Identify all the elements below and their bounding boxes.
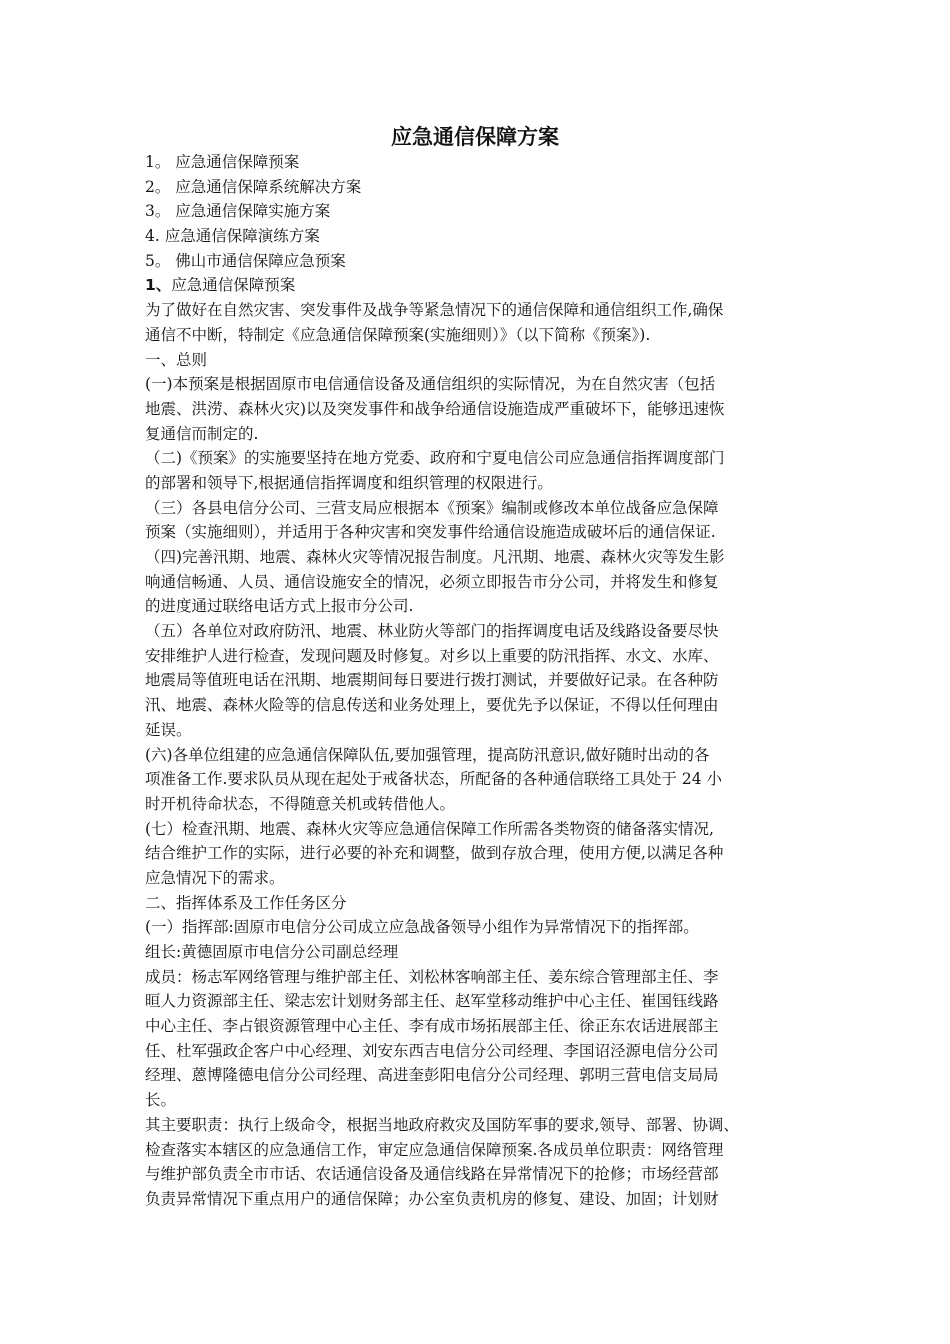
subheading: 一、总则: [145, 350, 208, 369]
subheading: 二、指挥体系及工作任务区分: [145, 893, 347, 912]
paragraph-line: (一）指挥部:固原市电信分公司成立应急战备领导小组作为异常情况下的指挥部。: [145, 918, 699, 937]
paragraph-line: 地震、洪涝、森林火灾)以及突发事件和战争给通信设施造成严重破坏下，能够迅速恢: [145, 399, 725, 418]
paragraph-line: (七）检查汛期、地震、森林火灾等应急通信保障工作所需各类物资的储备落实情况,: [145, 819, 714, 838]
paragraph-line: 的进度通过联络电话方式上报市分公司.: [145, 597, 414, 616]
toc-item: 1。 应急通信保障预案: [145, 153, 300, 171]
paragraph-line: 晅人力资源部主任、梁志宏计划财务部主任、赵军堂移动维护中心主任、崔国钰线路: [145, 992, 719, 1011]
paragraph-line: 负责异常情况下重点用户的通信保障；办公室负责机房的修复、建设、加固；计划财: [145, 1189, 719, 1208]
document-body: [145, 150, 817, 1212]
paragraph-line: 项准备工作.要求队员从现在起处于戒备状态，所配备的各种通信联络工具处于 24 小: [145, 770, 723, 789]
paragraph-line: 预案（实施细则），并适用于各种灾害和突发事件给通信设施造成破坏后的通信保证.: [145, 523, 716, 542]
toc-item: 2。 应急通信保障系统解决方案: [145, 177, 362, 196]
paragraph-line: （四)完善汛期、地震、森林火灾等情况报告制度。凡汛期、地震、森林火灾等发生影: [145, 548, 725, 566]
toc-item: 4. 应急通信保障演练方案: [145, 227, 320, 246]
paragraph-line: 时开机待命状态，不得随意关机或转借他人。: [145, 794, 456, 813]
paragraph-line: （三）各县电信分公司、三营支局应根据本《预案》编制或修改本单位战备应急保障: [145, 498, 719, 517]
section-number: 1、: [145, 276, 172, 295]
paragraph-line: 为了做好在自然灾害、突发事件及战争等紧急情况下的通信保障和通信组织工作,确保: [145, 301, 724, 320]
paragraph-line: 汛、地震、森林火险等的信息传送和业务处理上，要优先予以保证，不得以任何理由: [145, 696, 719, 715]
paragraph-line: 经理、蒽博隆德电信分公司经理、高进奎彭阳电信分公司经理、郭明三营电信支局局: [145, 1066, 719, 1085]
paragraph-line: 的部署和领导下,根据通信指挥调度和组织管理的权限进行。: [145, 473, 553, 492]
paragraph-line: 应急情况下的需求。: [145, 868, 285, 887]
paragraph-line: 检查落实本辖区的应急通信工作，审定应急通信保障预案.各成员单位职责：网络管理: [145, 1140, 724, 1159]
paragraph-line: （二)《预案》的实施要坚持在地方党委、政府和宁夏电信公司应急通信指挥调度部门: [145, 449, 725, 468]
paragraph-line: 安排维护人进行检查，发现问题及时修复。对乡以上重要的防汛指挥、水文、水库、: [145, 646, 719, 665]
paragraph-line: （五）各单位对政府防汛、地震、林业防火等部门的指挥调度电话及线路设备要尽快: [145, 622, 719, 641]
paragraph-line: (一)本预案是根据固原市电信通信设备及通信组织的实际情况，为在自然灾害（包括: [145, 375, 716, 394]
paragraph-line: 成员：杨志军网络管理与维护部主任、刘松林客响部主任、姜东综合管理部主任、李: [145, 967, 719, 986]
paragraph-line: 复通信而制定的.: [145, 424, 259, 443]
paragraph-line: 地震局等值班电话在汛期、地震期间每日要进行拨打测试，并要做好记录。在各种防: [145, 671, 719, 690]
section-title: 应急通信保障预案: [171, 276, 296, 295]
paragraph-line: 与维护部负责全市市话、农话通信设备及通信线路在异常情况下的抢修；市场经营部: [145, 1165, 719, 1184]
paragraph-line: 其主要职责：执行上级命令，根据当地政府救灾及国防军事的要求,领导、部署、协调、: [145, 1115, 739, 1134]
document-title: 应急通信保障方案: [391, 125, 559, 149]
paragraph-line: 通信不中断，特制定《应急通信保障预案(实施细则）》（以下简称《预案》).: [145, 325, 651, 344]
paragraph-line: 响通信畅通、人员、通信设施安全的情况，必须立即报告市分公司，并将发生和修复: [145, 572, 719, 591]
section-heading: [145, 273, 817, 298]
paragraph-line: (六)各单位组建的应急通信保障队伍,要加强管理，提高防汛意识,做好随时出动的各: [145, 745, 710, 764]
paragraph-line: 长。: [145, 1091, 177, 1110]
toc-item: 3。 应急通信保障实施方案: [145, 202, 331, 221]
paragraph-line: 组长:黄德固原市电信分公司副总经理: [145, 943, 399, 961]
paragraph-line: 延误。: [145, 720, 192, 739]
paragraph-line: 中心主任、李占银资源管理中心主任、李有成市场拓展部主任、徐正东农话进展部主: [145, 1017, 719, 1036]
toc-item: 5。 佛山市通信保障应急预案: [145, 251, 346, 270]
paragraph-line: 任、杜军强政企客户中心经理、刘安东西吉电信分公司经理、李国诏泾源电信分公司: [145, 1041, 719, 1060]
paragraph-line: 结合维护工作的实际，进行必要的补充和调整，做到存放合理，使用方便,以满足各种: [145, 844, 724, 863]
